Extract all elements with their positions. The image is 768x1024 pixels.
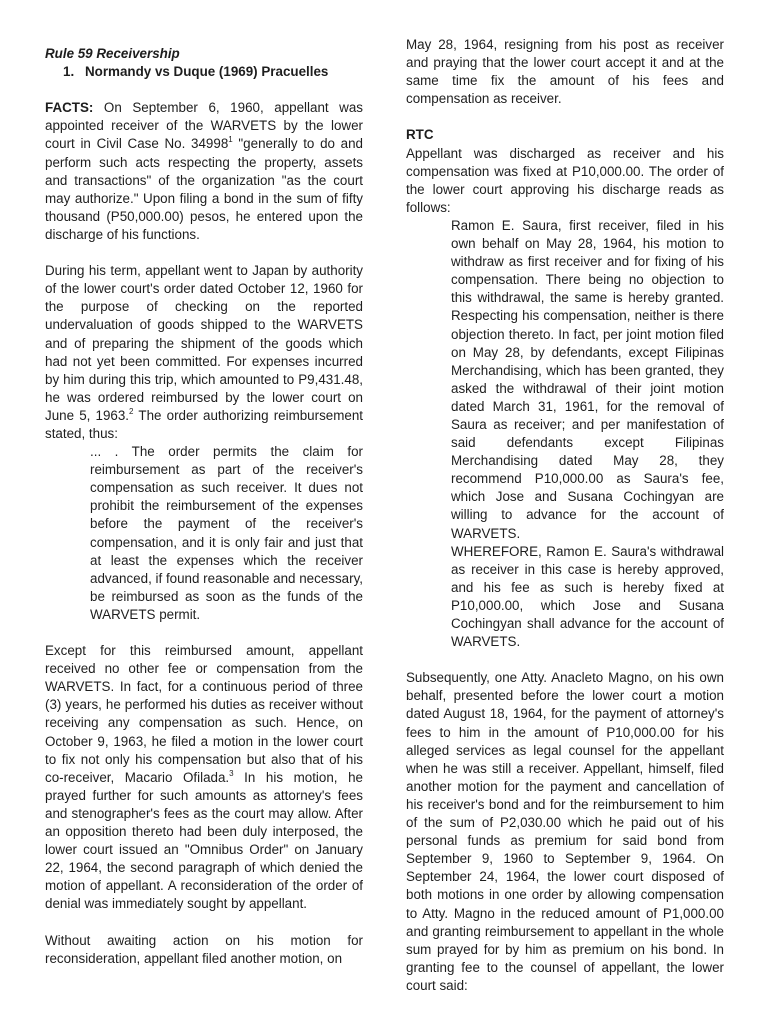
footnote-ref[interactable]: 3 xyxy=(229,768,234,778)
japan-text: During his term, appellant went to Japan by authority of the lower court's order dated October 12, 1960 for the purpose of checking on the reported undervaluation of goods shipped to the WARVETS and of preparing the shipment of the goods which had not yet been committed. For expenses incurred by him during this trip, which amounted to P9,431.48, he was ordered reimbursed by the lower court on June 5, 1963. xyxy=(45,263,363,423)
case-number: 1. xyxy=(63,64,75,80)
footnote-ref[interactable]: 2 xyxy=(129,406,134,416)
rtc-heading: RTC xyxy=(406,127,434,143)
case-title-text: Normandy vs Duque (1969) Pracuelles xyxy=(85,64,329,80)
rule-title: Rule 59 Receivership xyxy=(45,46,180,61)
case-title xyxy=(45,63,363,81)
facts-text: On September 6, 1960, appellant was appointed receiver of the WARVETS by the lower court in Civil Case No. 34998 xyxy=(45,100,363,152)
quote-text-wherefore: WHEREFORE, Ramon E. Saura's withdrawal as receiver in this case is hereby approved, and his fee as such is hereby fixed at P10,000.00, which Jose and Susana Cochingyan shall advance for the account of WARVETS. xyxy=(451,543,724,650)
facts-paragraph xyxy=(45,99,363,244)
quote-text: ... . The order permits the claim for reimbursement as part of the receiver's compensation as such receiver. It dues not prohibit the reimbursement of the expenses before the payment of the receiver's compensation, and it is only fair and just that at least the expenses which the receiver advanced, if found reasonable and necessary, be reimbursed as soon as the funds of the WARVETS permit. xyxy=(90,444,363,622)
block-quote xyxy=(90,443,363,624)
compensation-text-cont: In his motion, he prayed further for such amounts as attorney's fees and stenographer's fees as the court may allow. After an opposition thereto had been duly interposed, the lower court issued an "Omnibus Order" on January 22, 1964, the second paragraph of which denied the motion of appellant. A reconsideration of the order of denial was immediately sought by appellant. xyxy=(45,769,363,912)
right-column xyxy=(406,36,724,1013)
facts-text-cont: "generally to do and perform such acts respecting the property, assets and transactions" of the organization "as the court may authorize." Upon filing a bond in the sum of fifty thousand (P50,000.00) pesos, he entered upon the discharge of his functions. xyxy=(45,136,363,242)
block-quote xyxy=(451,217,724,651)
japan-paragraph xyxy=(45,262,363,443)
footnote-ref[interactable]: 1 xyxy=(228,135,233,145)
magno-paragraph: Subsequently, one Atty. Anacleto Magno, on his own behalf, presented before the lower court a motion dated August 18, 1964, for the payment of attorney's fees to him in the amount of P10,000.00 for his alleged services as legal counsel for the appellant when he was still a receiver. Appellant, himself, filed another motion for the payment and cancellation of his receiver's bond and for the reimbursement to him of the sum of P2,030.00 which he paid out of his personal funds as premium for said bond from September 9, 1960 to September 9, 1964. On September 24, 1964, the lower court disposed of both motions in one order by allowing compensation to Atty. Magno in the reduced amount of P1,000.00 and granting reimbursement to appellant in the whole sum prayed for by him as premium on his bond. In granting fee to the counsel of appellant, the lower court said: xyxy=(406,670,724,993)
resignation-paragraph: Without awaiting action on his motion for reconsideration, appellant filed another motion, on xyxy=(45,932,363,966)
rtc-paragraph: Appellant was discharged as receiver and his compensation was fixed at P10,000.00. The order of the lower court approving his discharge reads as follows: xyxy=(406,145,724,215)
compensation-text: Except for this reimbursed amount, appellant received no other fee or compensation from the WARVETS. In fact, for a continuous period of three (3) years, he performed his duties as receiver without receiving any compensation as such. Hence, on October 9, 1963, he filed a motion in the lower court to fix not only his compensation but also that of his co-receiver, Macario Ofilada. xyxy=(45,643,363,785)
compensation-paragraph xyxy=(45,642,363,913)
japan-text-cont: The order authorizing reimbursement stated, thus: xyxy=(45,407,363,441)
resignation-paragraph-cont: May 28, 1964, resigning from his post as receiver and praying that the lower court accept it and at the same time fix the amount of his fees and compensation as receiver. xyxy=(406,37,724,107)
left-column xyxy=(45,45,363,986)
quote-text: Ramon E. Saura, first receiver, filed in his own behalf on May 28, 1964, his motion to withdraw as first receiver and for fixing of his compensation. There being no objection to this withdrawal, the same is hereby granted. Respecting his compensation, neither is there objection thereto. In fact, per joint motion filed on May 28, by defendants, except Filipinas Merchandising, which has been granted, they asked the withdrawal of their joint motion dated March 31, 1961, for the removal of Saura as receiver; and per manifestation of said defendants except Filipinas Merchandising dated May 28, they recommend P10,000.00 as Saura's fee, which Jose and Susana Cochingyan are willing to advance for the account of WARVETS. xyxy=(451,217,724,541)
facts-label: FACTS: xyxy=(45,100,94,116)
